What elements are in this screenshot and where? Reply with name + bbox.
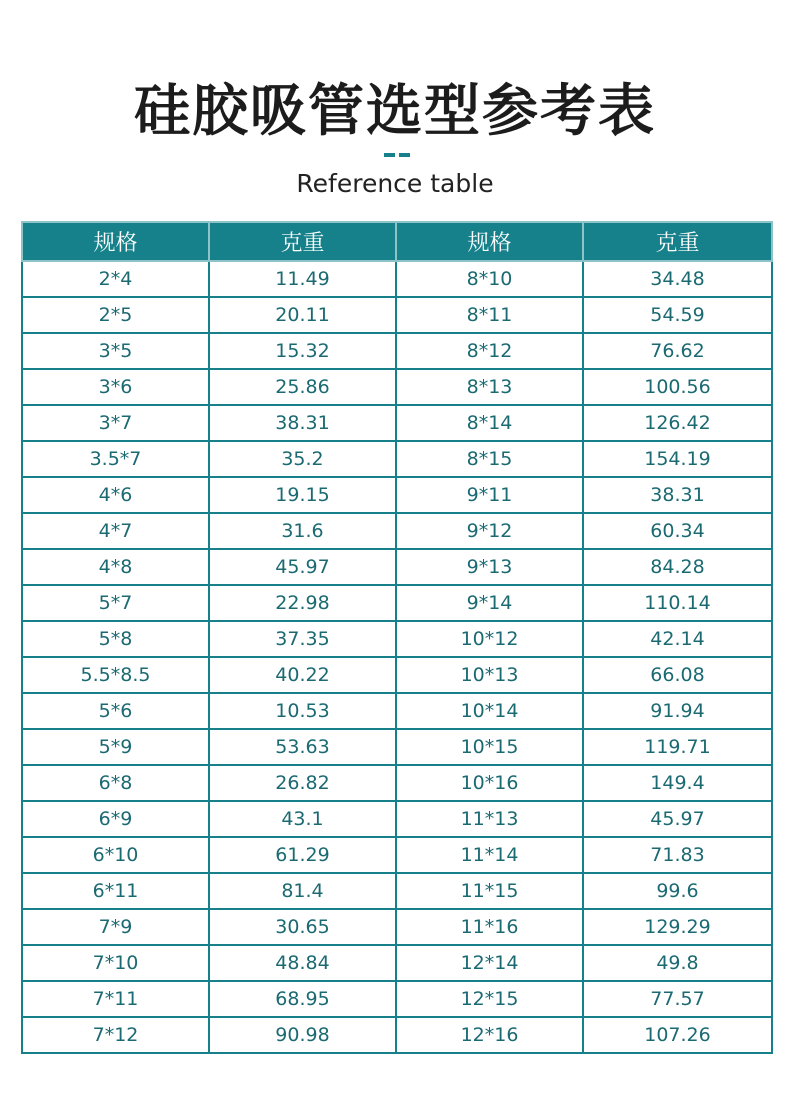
cell-weight-right: 110.14 <box>583 585 772 621</box>
cell-weight-right: 119.71 <box>583 729 772 765</box>
cell-spec-left: 6*9 <box>22 801 209 837</box>
cell-spec-left: 5*6 <box>22 693 209 729</box>
table-row <box>22 765 772 801</box>
cell-weight-left: 48.84 <box>209 945 396 981</box>
table-row <box>22 621 772 657</box>
cell-weight-right: 91.94 <box>583 693 772 729</box>
cell-spec-left: 3*6 <box>22 369 209 405</box>
cell-spec-right: 9*13 <box>396 549 583 585</box>
cell-weight-left: 30.65 <box>209 909 396 945</box>
table-row <box>22 549 772 585</box>
cell-spec-right: 8*14 <box>396 405 583 441</box>
cell-spec-left: 7*10 <box>22 945 209 981</box>
cell-weight-right: 38.31 <box>583 477 772 513</box>
cell-spec-left: 6*11 <box>22 873 209 909</box>
cell-weight-right: 34.48 <box>583 261 772 297</box>
cell-weight-left: 45.97 <box>209 549 396 585</box>
table-row <box>22 945 772 981</box>
column-header-spec-left: 规格 <box>22 222 209 261</box>
cell-weight-right: 76.62 <box>583 333 772 369</box>
cell-weight-left: 81.4 <box>209 873 396 909</box>
cell-spec-right: 8*13 <box>396 369 583 405</box>
cell-weight-right: 60.34 <box>583 513 772 549</box>
cell-weight-right: 77.57 <box>583 981 772 1017</box>
table-row <box>22 441 772 477</box>
cell-spec-right: 8*10 <box>396 261 583 297</box>
cell-weight-left: 40.22 <box>209 657 396 693</box>
cell-weight-right: 71.83 <box>583 837 772 873</box>
cell-spec-right: 11*13 <box>396 801 583 837</box>
column-header-weight-right: 克重 <box>583 222 772 261</box>
cell-spec-right: 10*16 <box>396 765 583 801</box>
cell-spec-right: 9*14 <box>396 585 583 621</box>
cell-weight-right: 45.97 <box>583 801 772 837</box>
table-row <box>22 513 772 549</box>
table-body <box>22 261 772 1053</box>
table-row <box>22 585 772 621</box>
cell-weight-left: 19.15 <box>209 477 396 513</box>
cell-weight-left: 37.35 <box>209 621 396 657</box>
cell-weight-left: 90.98 <box>209 1017 396 1053</box>
cell-weight-left: 43.1 <box>209 801 396 837</box>
page-title: 硅胶吸管选型参考表 <box>134 79 656 144</box>
cell-weight-right: 126.42 <box>583 405 772 441</box>
page-subtitle: Reference table <box>296 169 494 198</box>
cell-spec-right: 12*14 <box>396 945 583 981</box>
cell-spec-left: 7*12 <box>22 1017 209 1053</box>
table-row <box>22 657 772 693</box>
cell-spec-left: 3*5 <box>22 333 209 369</box>
table-row <box>22 477 772 513</box>
cell-spec-right: 8*12 <box>396 333 583 369</box>
cell-weight-right: 129.29 <box>583 909 772 945</box>
cell-spec-right: 12*15 <box>396 981 583 1017</box>
cell-weight-left: 20.11 <box>209 297 396 333</box>
table-row <box>22 297 772 333</box>
cell-weight-right: 42.14 <box>583 621 772 657</box>
cell-weight-left: 61.29 <box>209 837 396 873</box>
cell-weight-right: 49.8 <box>583 945 772 981</box>
cell-weight-left: 31.6 <box>209 513 396 549</box>
cell-spec-left: 3.5*7 <box>22 441 209 477</box>
table-row <box>22 405 772 441</box>
cell-spec-right: 10*13 <box>396 657 583 693</box>
table-row <box>22 909 772 945</box>
cell-weight-left: 11.49 <box>209 261 396 297</box>
column-header-spec-right: 规格 <box>396 222 583 261</box>
cell-spec-right: 8*11 <box>396 297 583 333</box>
column-header-weight-left: 克重 <box>209 222 396 261</box>
cell-weight-right: 149.4 <box>583 765 772 801</box>
table-row <box>22 837 772 873</box>
cell-weight-left: 53.63 <box>209 729 396 765</box>
cell-weight-right: 54.59 <box>583 297 772 333</box>
cell-weight-left: 15.32 <box>209 333 396 369</box>
table-header-row <box>22 222 772 261</box>
cell-spec-left: 7*11 <box>22 981 209 1017</box>
cell-spec-right: 9*11 <box>396 477 583 513</box>
cell-spec-right: 11*15 <box>396 873 583 909</box>
cell-weight-left: 35.2 <box>209 441 396 477</box>
table-row <box>22 369 772 405</box>
table-row <box>22 261 772 297</box>
cell-weight-left: 10.53 <box>209 693 396 729</box>
table-row <box>22 873 772 909</box>
cell-weight-left: 22.98 <box>209 585 396 621</box>
cell-spec-left: 2*5 <box>22 297 209 333</box>
cell-spec-right: 8*15 <box>396 441 583 477</box>
cell-spec-left: 5*8 <box>22 621 209 657</box>
cell-weight-right: 107.26 <box>583 1017 772 1053</box>
cell-spec-right: 10*15 <box>396 729 583 765</box>
cell-spec-left: 4*7 <box>22 513 209 549</box>
table-row <box>22 801 772 837</box>
cell-spec-left: 5*7 <box>22 585 209 621</box>
cell-weight-left: 68.95 <box>209 981 396 1017</box>
cell-weight-right: 66.08 <box>583 657 772 693</box>
cell-spec-left: 5.5*8.5 <box>22 657 209 693</box>
cell-weight-right: 100.56 <box>583 369 772 405</box>
cell-weight-right: 84.28 <box>583 549 772 585</box>
table-row <box>22 333 772 369</box>
cell-spec-left: 7*9 <box>22 909 209 945</box>
table-row <box>22 981 772 1017</box>
title-accent-divider <box>384 153 410 157</box>
reference-table-container <box>21 221 771 1054</box>
cell-spec-right: 10*12 <box>396 621 583 657</box>
cell-spec-right: 9*12 <box>396 513 583 549</box>
table-row <box>22 1017 772 1053</box>
reference-table <box>21 221 773 1054</box>
cell-weight-right: 99.6 <box>583 873 772 909</box>
cell-spec-left: 4*8 <box>22 549 209 585</box>
cell-spec-right: 10*14 <box>396 693 583 729</box>
cell-spec-left: 6*10 <box>22 837 209 873</box>
table-row <box>22 729 772 765</box>
cell-spec-right: 11*16 <box>396 909 583 945</box>
cell-weight-left: 38.31 <box>209 405 396 441</box>
cell-spec-right: 11*14 <box>396 837 583 873</box>
cell-spec-right: 12*16 <box>396 1017 583 1053</box>
cell-spec-left: 4*6 <box>22 477 209 513</box>
cell-weight-left: 25.86 <box>209 369 396 405</box>
cell-spec-left: 3*7 <box>22 405 209 441</box>
table-row <box>22 693 772 729</box>
table-header <box>22 222 772 261</box>
cell-spec-left: 5*9 <box>22 729 209 765</box>
cell-weight-right: 154.19 <box>583 441 772 477</box>
cell-spec-left: 6*8 <box>22 765 209 801</box>
cell-weight-left: 26.82 <box>209 765 396 801</box>
cell-spec-left: 2*4 <box>22 261 209 297</box>
